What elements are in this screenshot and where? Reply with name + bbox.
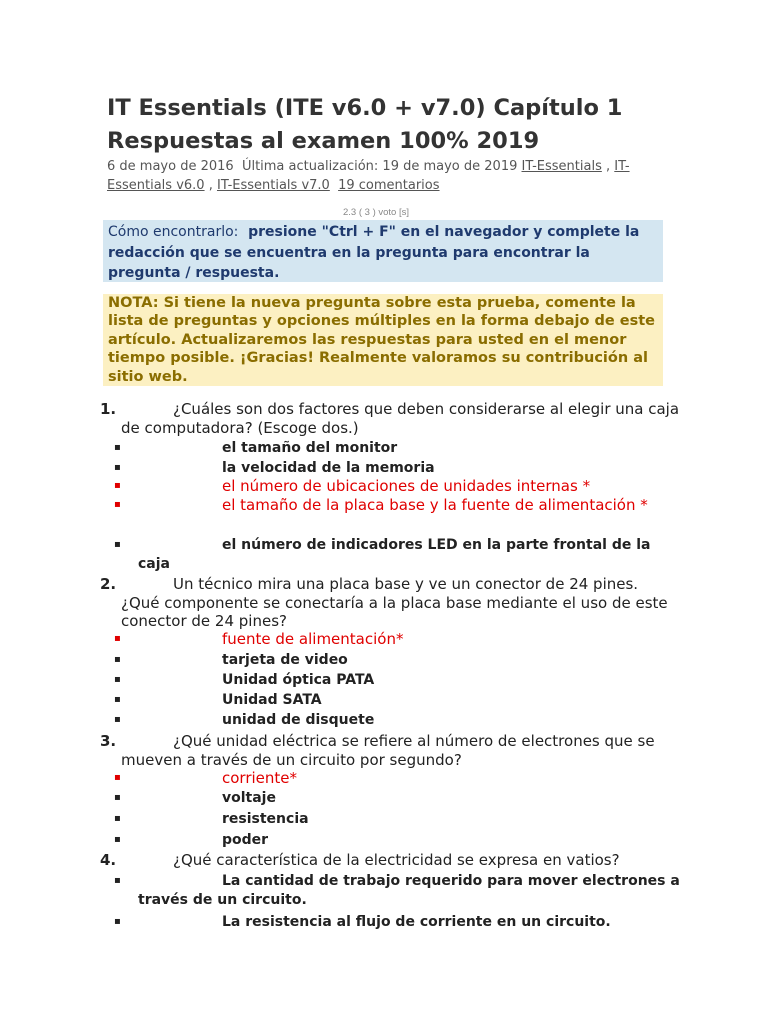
find-lead: Cómo encontrarlo:	[108, 224, 239, 240]
option-text: el número de ubicaciones de unidades internas *	[222, 477, 591, 495]
publish-date: 6 de mayo de 2016	[107, 159, 234, 174]
option-text: unidad de disquete	[222, 712, 375, 728]
question-1	[100, 400, 680, 437]
bullet-icon: ▪	[114, 714, 121, 725]
bullet-icon: ▪	[114, 792, 121, 803]
option	[114, 831, 684, 850]
comments-link[interactable]: 19 comentarios	[338, 178, 440, 193]
bullet-icon: ▪	[114, 499, 121, 510]
option-text: Unidad SATA	[222, 692, 322, 708]
bullet-icon: ▪	[114, 772, 121, 783]
question-number: 1.	[100, 400, 117, 418]
question-text: ¿Cuáles son dos factores que deben considerarse al elegir una caja de computadora? (Escoge dos.)	[121, 400, 680, 437]
option	[114, 691, 684, 710]
page-title: IT Essentials (ITE v6.0 + v7.0) Capítulo 1 Respuestas al examen 100% 2019	[107, 95, 623, 154]
bullet-icon: ▪	[114, 875, 121, 886]
category-link-it-essentials[interactable]: IT-Essentials	[521, 159, 602, 174]
option-text: corriente*	[222, 769, 298, 787]
bullet-icon: ▪	[114, 539, 121, 550]
question-number: 3.	[100, 732, 117, 750]
option-text: el tamaño del monitor	[222, 440, 398, 456]
bullet-icon: ▪	[114, 694, 121, 705]
option-correct	[114, 477, 684, 496]
question-number: 2.	[100, 575, 117, 593]
option	[114, 789, 684, 808]
category-link-v7[interactable]: IT-Essentials v7.0	[216, 178, 330, 193]
option-text: La cantidad de trabajo requerido para mover electrones a través de un circuito.	[138, 873, 680, 908]
option-text: la velocidad de la memoria	[222, 460, 435, 476]
option	[114, 459, 684, 478]
option	[114, 913, 684, 932]
question-3	[100, 732, 680, 769]
question-4	[100, 851, 680, 870]
option-correct	[114, 769, 684, 788]
category-link-v6[interactable]: IT-Essentials v6.0	[107, 159, 630, 193]
option-text: poder	[222, 832, 269, 848]
question-text: ¿Qué característica de la electricidad se expresa en vatios?	[173, 851, 620, 869]
bullet-icon: ▪	[114, 462, 121, 473]
option-text: fuente de alimentación*	[222, 630, 404, 648]
question-text: ¿Qué unidad eléctrica se refiere al número de electrones que se mueven a través de un circuito por segundo?	[121, 732, 655, 769]
post-meta	[107, 157, 667, 195]
question-text: Un técnico mira una placa base y ve un conector de 24 pines. ¿Qué componente se conectaría a la placa base mediante el uso de este conector de 24 pines?	[121, 575, 668, 630]
find-text: presione "Ctrl + F" en el navegador y complete la redacción que se encuentra en la pregunta para encontrar la pregunta / respuesta.	[108, 224, 640, 281]
bullet-icon: ▪	[114, 674, 121, 685]
option-correct	[114, 630, 684, 649]
rating-text: 2.3 ( 3 ) voto [s]	[343, 207, 409, 218]
option-text: el tamaño de la placa base y la fuente de alimentación *	[222, 496, 648, 514]
bullet-icon: ▪	[114, 916, 121, 927]
note-box: NOTA: Si tiene la nueva pregunta sobre esta prueba, comente la lista de preguntas y opciones múltiples en la forma debajo de este artículo. Actualizaremos las respuestas para usted en el menor tiempo posible. ¡Gracias! Realmente valoramos su contribución al sitio web.	[103, 294, 663, 386]
option	[114, 810, 684, 829]
bullet-icon: ▪	[114, 442, 121, 453]
option	[114, 536, 684, 573]
bullet-icon: ▪	[114, 480, 121, 491]
bullet-icon: ▪	[114, 813, 121, 824]
option-text: Unidad óptica PATA	[222, 672, 375, 688]
option-text: el número de indicadores LED en la parte frontal de la caja	[138, 537, 651, 572]
question-2	[100, 575, 680, 631]
separator: ,	[208, 178, 213, 193]
separator: ,	[606, 159, 611, 174]
bullet-icon: ▪	[114, 834, 121, 845]
option	[114, 651, 684, 670]
option-text: tarjeta de video	[222, 652, 348, 668]
option-correct	[114, 496, 684, 515]
bullet-icon: ▪	[114, 633, 121, 644]
option	[114, 439, 684, 458]
option	[114, 711, 684, 730]
find-instructions-box	[103, 220, 663, 282]
option	[114, 671, 684, 690]
option	[114, 872, 684, 909]
option-text: voltaje	[222, 790, 276, 806]
option-text: La resistencia al flujo de corriente en un circuito.	[222, 914, 611, 930]
option-text: resistencia	[222, 811, 309, 827]
question-number: 4.	[100, 851, 117, 869]
bullet-icon: ▪	[114, 654, 121, 665]
updated-date: Última actualización: 19 de mayo de 2019	[241, 159, 518, 174]
